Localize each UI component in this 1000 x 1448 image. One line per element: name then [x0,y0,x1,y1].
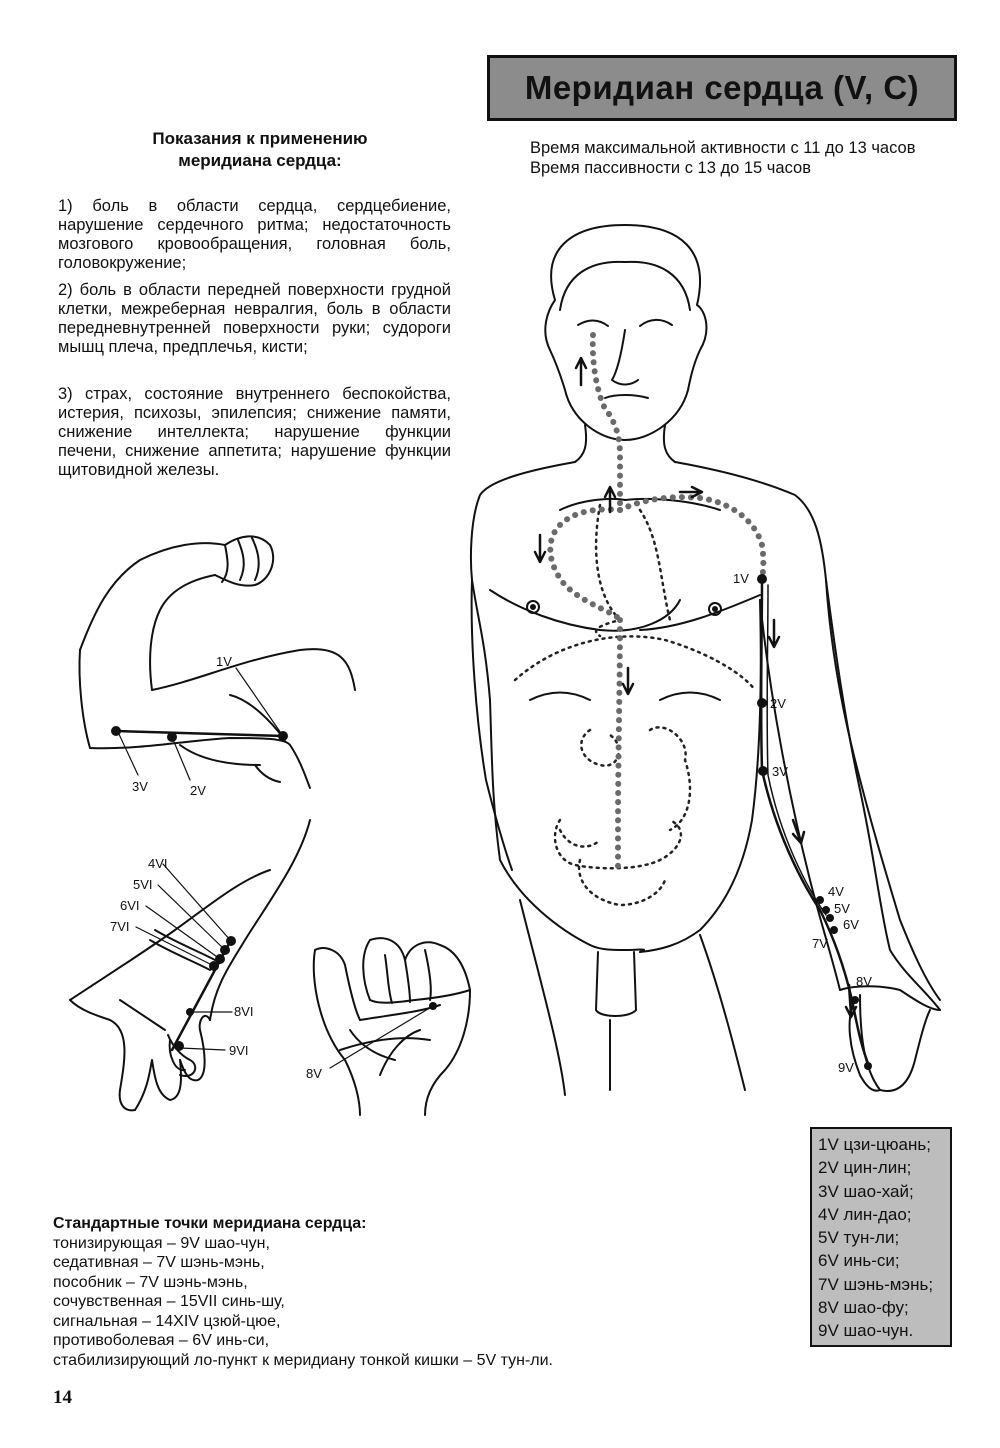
arm-label: 2V [190,783,206,798]
points-list-item: 4V лин-дао; [818,1204,912,1224]
indication-item: 1) боль в области сердца, сердцебиение, нарушение сердечного ритма; недостаточность мозгового кровообращения, головная боль, головокружение; [58,197,451,272]
points-list-item: 1V цзи-цюань; [818,1135,931,1154]
points-list-box [810,1127,952,1347]
flexed-arm-meridian [116,731,283,736]
open-hand-points [174,936,236,1051]
passive-time-text: Время пассивности с 13 до 15 часов [530,159,811,177]
points-list-item: 9V шао-чун. [818,1321,914,1341]
wrist-label: 5VI [133,877,153,892]
body-point-dots [757,574,872,1070]
standard-points-heading: Стандартные точки меридиана сердца: [53,1215,367,1232]
points-list-item: 2V цин-лин; [818,1158,912,1178]
body-label: 2V [770,696,786,711]
page-number: 14 [53,1387,72,1408]
body-label: 6V [843,917,859,932]
standard-point-line: сочувственная – 15VII синь-шу, [53,1293,285,1310]
body-label: 7V [812,936,828,951]
body-label: 4V [828,884,844,899]
nipple-marks [527,601,721,615]
wrist-label: 6VI [120,898,140,913]
standard-point-line: противоболевая – 6V инь-си, [53,1332,270,1349]
points-list-item: 6V инь-си; [818,1251,900,1271]
body-figure [471,225,940,1095]
body-label: 3V [772,764,788,779]
body-label: 8V [856,974,872,989]
arm-meridian-line-inner [767,585,826,915]
standard-point-line: тонизирующая – 9V шао-чун, [53,1234,270,1252]
indication-item: 3) страх, состояние внутреннего беспокойства, истерия, психозы, эпилепсия; снижение памяти, снижение интеллекта; нарушение функции печени, снижение аппетита; нарушение функции щитовидной железы. [58,385,451,479]
figure-labels [110,571,872,1081]
wrist-label: 9VI [229,1043,249,1058]
flexed-arm-leaders [118,668,283,780]
max-activity-text: Время максимальной активности с 11 до 13 часов [530,139,916,157]
standard-point-line: стабилизирующий ло-пункт к меридиану тонкой кишки – 5V тун-ли. [53,1351,553,1369]
fist-leader [330,1006,433,1068]
indications-heading-line2: меридиана сердца: [178,151,342,170]
page-title: Меридиан сердца (V, C) [524,69,920,106]
arm-meridian-line [761,580,870,1068]
standard-point-line: седативная – 7V шэнь-мэнь, [53,1254,265,1271]
direction-arrows [535,358,856,1017]
fist-figure [314,938,470,1115]
standard-points-section [53,1214,553,1370]
arm-label: 1V [216,654,232,669]
wrist-label: 7VI [110,919,130,934]
standard-point-line: пособник – 7V шэнь-мэнь, [53,1273,248,1291]
points-list-item: 8V шао-фу; [818,1298,909,1318]
wrist-label: 8VI [234,1004,254,1019]
body-label: 1V [733,571,749,586]
standard-point-line: сигнальная – 14XIV цзюй-цюе, [53,1312,281,1330]
meridian-dotted-path [550,335,763,870]
fist-label: 8V [306,1066,322,1081]
internal-organs [515,505,755,905]
indication-item: 2) боль в области передней поверхности грудной клетки, межреберная невралгия, боль в области передневнутренней поверхности руки; судороги мышц плеча, предплечья, кисти; [58,281,451,356]
indications-heading-line1: Показания к применению [152,129,368,148]
points-list-item: 5V тун-ли; [818,1228,900,1248]
open-hand-figure [70,820,310,1110]
body-label: 5V [834,901,850,916]
points-list-item: 3V шао-хай; [818,1181,914,1201]
body-label: 9V [838,1060,854,1075]
wrist-label: 4VI [148,856,168,871]
arm-label: 3V [132,779,148,794]
points-list-item: 7V шэнь-мэнь; [818,1274,934,1294]
